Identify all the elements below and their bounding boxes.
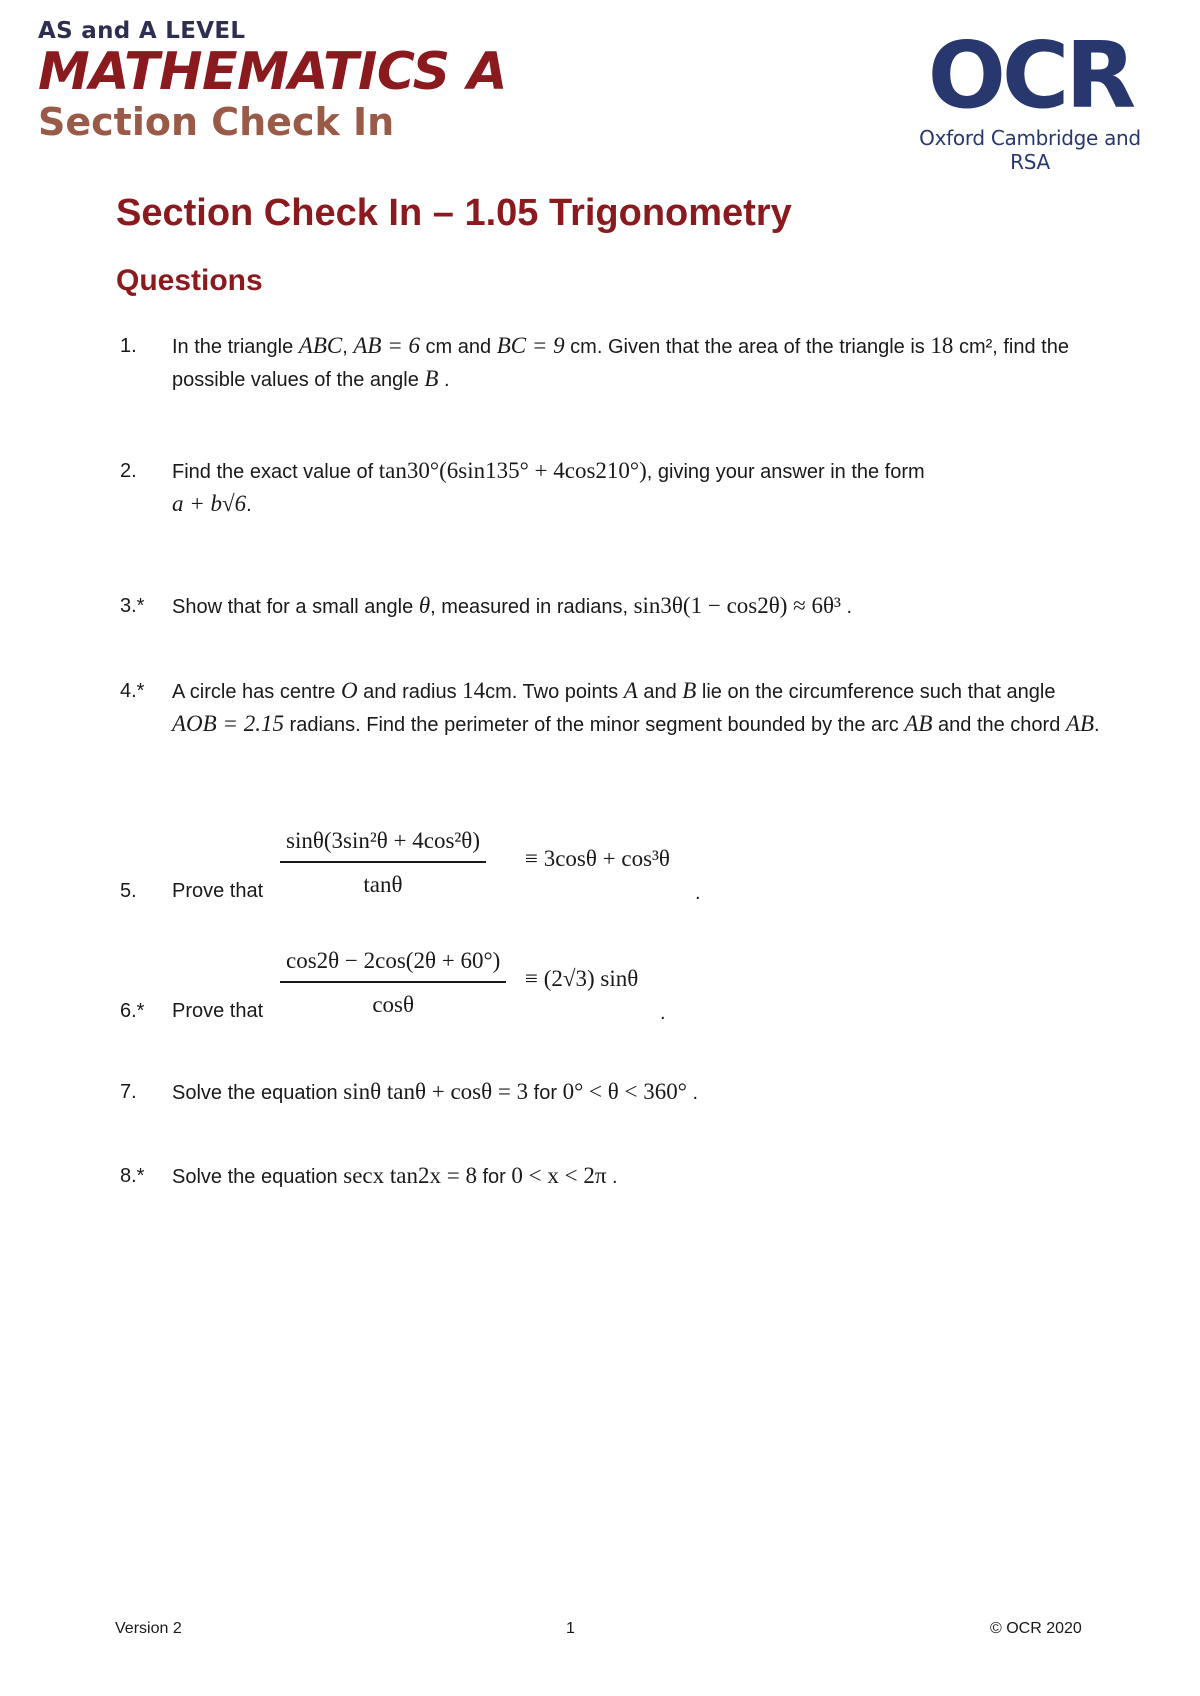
math: AOB = 2.15 bbox=[172, 711, 284, 736]
math: ABC bbox=[298, 333, 343, 358]
text: . bbox=[660, 1002, 666, 1024]
text: cm. Two points bbox=[485, 681, 619, 703]
math: sinθ tanθ + cosθ = 3 bbox=[343, 1079, 529, 1104]
text: . bbox=[1094, 714, 1100, 736]
text: In the triangle bbox=[172, 336, 294, 358]
math: B bbox=[424, 366, 439, 391]
question-7 bbox=[120, 1076, 1100, 1109]
math: AB = 6 bbox=[353, 333, 420, 358]
text: cm², find the possible values of the angle bbox=[172, 336, 1069, 391]
text: , giving your answer in the form bbox=[646, 461, 925, 483]
text: Show that for a small angle bbox=[172, 596, 414, 618]
fraction-denominator: cosθ bbox=[372, 992, 414, 1017]
brand-subject: MATHEMATICS A bbox=[38, 42, 507, 102]
question-number: 6.* bbox=[120, 1000, 145, 1022]
question-number: 4.* bbox=[120, 680, 145, 702]
proof-expression bbox=[120, 825, 1100, 905]
question-6 bbox=[120, 945, 1100, 1025]
question-text bbox=[172, 330, 1100, 396]
math: AB bbox=[1065, 711, 1095, 736]
text: . bbox=[695, 882, 701, 904]
question-1 bbox=[120, 330, 1100, 396]
proof-expression bbox=[120, 945, 1100, 1025]
text: radians. Find the perimeter of the minor segment bounded by the arc bbox=[289, 714, 899, 736]
ocr-logo bbox=[900, 22, 1160, 174]
text: and radius bbox=[363, 681, 457, 703]
question-5 bbox=[120, 825, 1100, 905]
brand-series: Section Check In bbox=[38, 100, 395, 144]
text: . bbox=[846, 596, 853, 618]
footer-copyright: © OCR 2020 bbox=[990, 1620, 1082, 1637]
page-title: Section Check In – 1.05 Trigonometry bbox=[116, 192, 792, 234]
brand-level: AS and A LEVEL bbox=[38, 18, 246, 44]
text: . bbox=[612, 1166, 618, 1188]
footer-version: Version 2 bbox=[115, 1620, 182, 1637]
text: , measured in radians, bbox=[430, 596, 629, 618]
question-text bbox=[172, 675, 1100, 741]
math: 18 bbox=[930, 333, 954, 358]
text: and the chord bbox=[938, 714, 1061, 736]
math: AB bbox=[904, 711, 933, 736]
text: Solve the equation bbox=[172, 1082, 338, 1104]
text: Solve the equation bbox=[172, 1166, 338, 1188]
text: cm and bbox=[425, 336, 492, 358]
brand-header bbox=[38, 18, 507, 144]
question-text bbox=[172, 590, 1100, 623]
text: Find the exact value of bbox=[172, 461, 374, 483]
question-text bbox=[172, 1160, 1100, 1193]
text: . bbox=[692, 1082, 699, 1104]
question-number: 8.* bbox=[120, 1165, 145, 1187]
math: 0° < θ < 360° bbox=[562, 1079, 687, 1104]
question-text bbox=[172, 1076, 1100, 1109]
question-label: Prove that bbox=[172, 880, 264, 902]
question-2 bbox=[120, 455, 1100, 521]
math: secx tan2x = 8 bbox=[343, 1163, 477, 1188]
fraction bbox=[280, 945, 506, 1021]
math: BC = 9 bbox=[496, 333, 565, 358]
question-label: Prove that bbox=[172, 1000, 264, 1022]
question-3 bbox=[120, 590, 1100, 623]
text: . bbox=[444, 369, 450, 391]
fraction-denominator: tanθ bbox=[363, 872, 403, 897]
fraction bbox=[280, 825, 486, 901]
fraction-numerator: sinθ(3sin²θ + 4cos²θ) bbox=[280, 825, 486, 863]
math: a + b√6 bbox=[172, 491, 247, 516]
math: B bbox=[682, 678, 697, 703]
question-8 bbox=[120, 1160, 1100, 1193]
math: sin3θ(1 − cos2θ) ≈ 6θ³ bbox=[633, 593, 841, 618]
text: for bbox=[482, 1166, 506, 1188]
fraction-numerator: cos2θ − 2cos(2θ + 60°) bbox=[280, 945, 506, 983]
math: A bbox=[623, 678, 638, 703]
math: θ bbox=[418, 593, 431, 618]
question-text bbox=[172, 455, 1100, 521]
ocr-logo-subtitle: Oxford Cambridge and RSA bbox=[919, 126, 1141, 174]
text: , bbox=[342, 336, 348, 358]
text: cm. Given that the area of the triangle is bbox=[570, 336, 925, 358]
math: 14 bbox=[462, 678, 486, 703]
math: 0 < x < 2π bbox=[511, 1163, 607, 1188]
footer-page-number: 1 bbox=[566, 1620, 575, 1637]
question-number: 2. bbox=[120, 460, 137, 482]
text: . bbox=[246, 494, 252, 516]
text: lie on the circumference such that angle bbox=[701, 681, 1056, 703]
math: tan30°(6sin135° + 4cos210°) bbox=[378, 458, 647, 483]
question-number: 5. bbox=[120, 880, 137, 902]
text: for bbox=[533, 1082, 557, 1104]
question-number: 7. bbox=[120, 1081, 137, 1103]
question-number: 3.* bbox=[120, 595, 145, 617]
text: and bbox=[643, 681, 677, 703]
question-4 bbox=[120, 675, 1100, 741]
math: O bbox=[340, 678, 358, 703]
identity-rhs: ≡ 3cosθ + cos³θ bbox=[525, 846, 670, 871]
identity-rhs: ≡ (2√3) sinθ bbox=[525, 966, 639, 991]
ocr-logo-mark: OCR bbox=[927, 22, 1133, 129]
section-heading: Questions bbox=[116, 264, 263, 297]
question-number: 1. bbox=[120, 335, 137, 357]
text: A circle has centre bbox=[172, 681, 336, 703]
